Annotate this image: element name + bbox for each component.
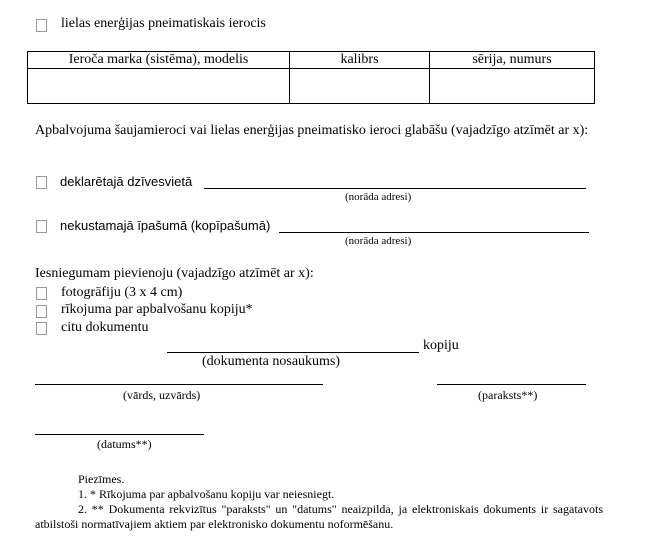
cell-brand-model[interactable] — [28, 69, 290, 104]
storage-residence-label: deklarētajā dzīvesvietā — [60, 174, 193, 189]
copy-suffix: kopiju — [423, 338, 459, 353]
property-address-line[interactable] — [279, 232, 589, 233]
residence-address-hint: (norāda adresi) — [345, 191, 412, 203]
name-hint: (vārds, uzvārds) — [123, 388, 201, 402]
air-gun-checkbox[interactable] — [36, 19, 47, 32]
cell-serial-number[interactable] — [430, 69, 595, 104]
attach-photo-checkbox[interactable] — [36, 287, 47, 300]
signature-line[interactable] — [437, 384, 586, 385]
residence-address-line[interactable] — [204, 188, 586, 189]
storage-property-checkbox[interactable] — [36, 220, 47, 233]
air-gun-label: lielas enerģijas pneimatiskais ierocis — [61, 16, 266, 31]
date-line[interactable] — [35, 434, 204, 435]
cell-caliber[interactable] — [290, 69, 430, 104]
attach-other-checkbox[interactable] — [36, 322, 47, 335]
weapon-table-header-row — [28, 52, 595, 69]
date-hint: (datums**) — [97, 437, 152, 451]
attach-order-checkbox[interactable] — [36, 305, 47, 318]
note-2: 2. ** Dokumenta rekvizītus "paraksts" un "datums" neaizpilda, ja elektroniskais dokuments ir sagatavots atbilstoši normatīvajiem aktiem par elektronisko dokumentu noformēšanu. — [35, 502, 603, 531]
document-name-line[interactable] — [167, 352, 419, 353]
property-address-hint: (norāda adresi) — [345, 235, 412, 247]
storage-property-label: nekustamajā īpašumā (kopīpašumā) — [60, 218, 271, 233]
signature-hint: (paraksts**) — [478, 388, 538, 402]
header-serial-number: sērija, numurs — [430, 52, 595, 69]
notes-section — [35, 472, 603, 532]
weapon-table — [27, 51, 595, 104]
name-line[interactable] — [35, 384, 323, 385]
header-brand-model: Ieroča marka (sistēma), modelis — [28, 52, 290, 69]
table-row — [28, 69, 595, 104]
attach-order-label: rīkojuma par apbalvošanu kopiju* — [61, 302, 253, 317]
header-caliber: kalibrs — [290, 52, 430, 69]
storage-residence-checkbox[interactable] — [36, 176, 47, 189]
attachments-question: Iesniegumam pievienoju (vajadzīgo atzīmēt ar x): — [35, 266, 314, 281]
notes-title: Piezīmes. — [78, 472, 125, 486]
document-name-hint: (dokumenta nosaukums) — [202, 354, 341, 369]
storage-question: Apbalvojuma šaujamieroci vai lielas enerģijas pneimatisko ieroci glabāšu (vajadzīgo atzīmēt ar x): — [35, 123, 589, 138]
attach-photo-label: fotogrāfiju (3 x 4 cm) — [61, 285, 183, 300]
attach-other-label: citu dokumentu — [61, 320, 149, 335]
note-1: 1. * Rīkojuma par apbalvošanu kopiju var neiesniegt. — [78, 487, 335, 501]
